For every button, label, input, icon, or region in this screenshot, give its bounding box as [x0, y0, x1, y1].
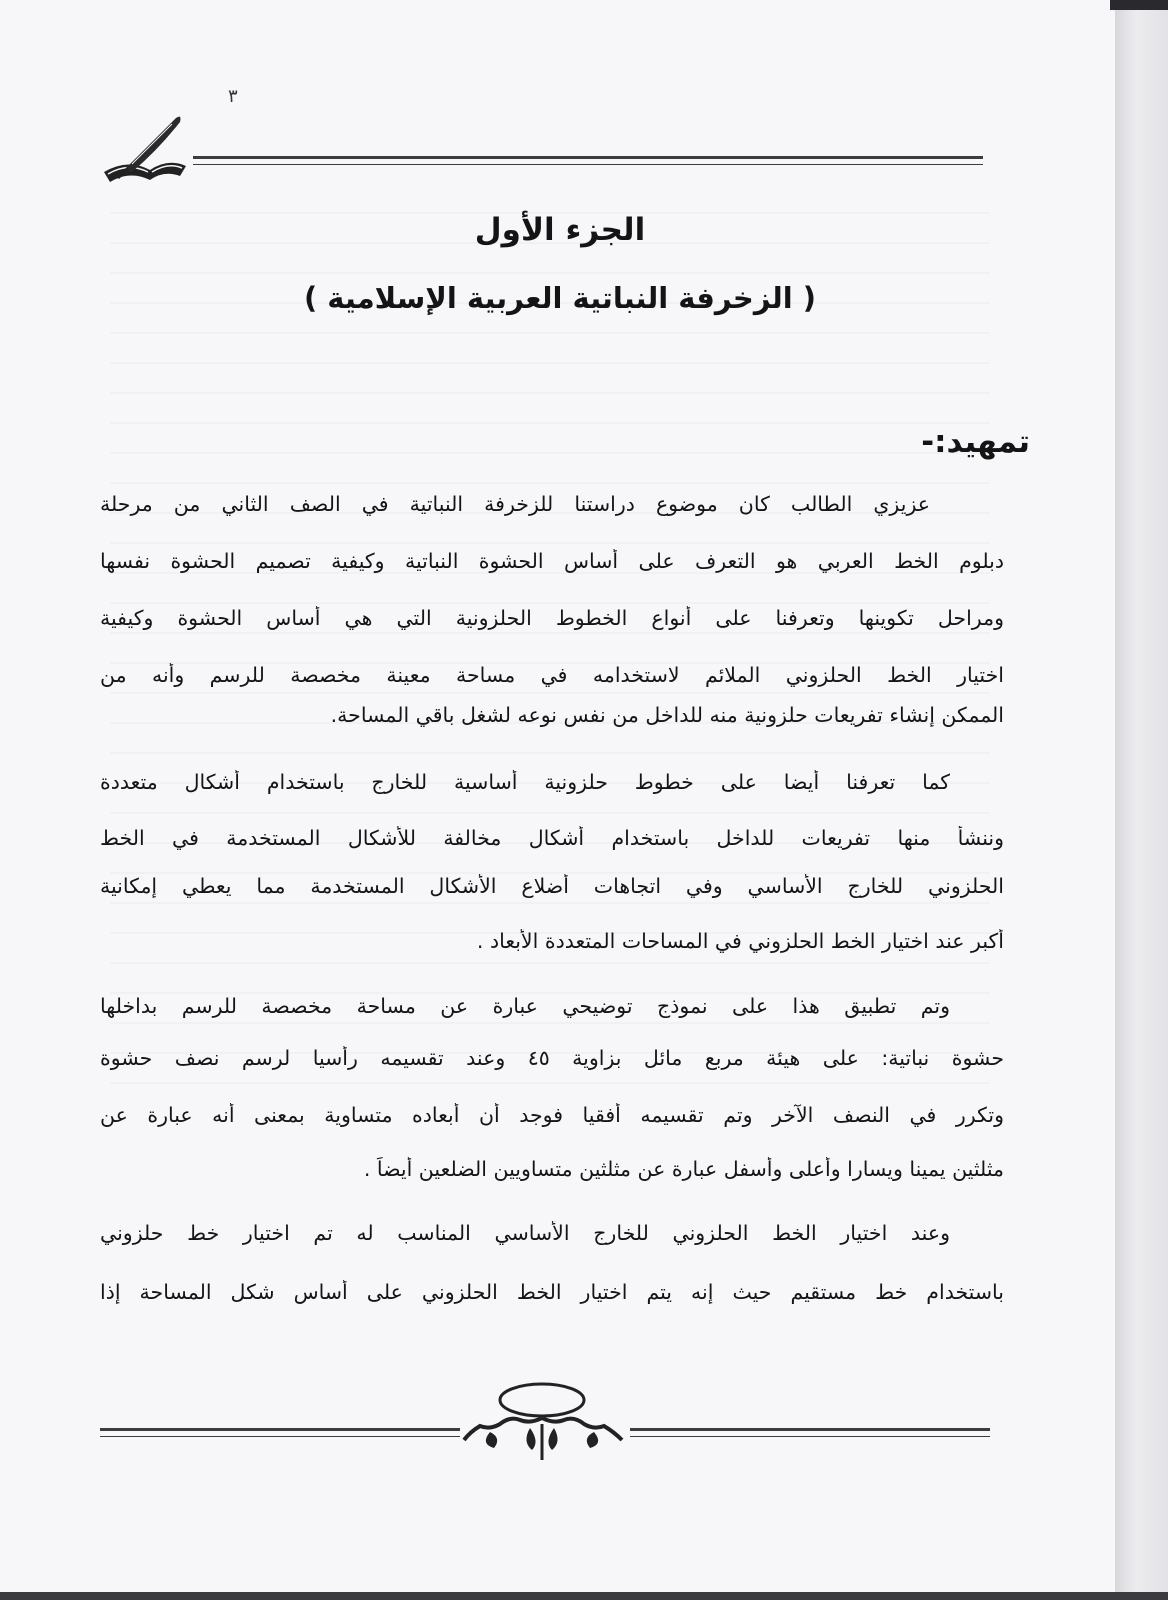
part-subtitle: ( الزخرفة النباتية العربية الإسلامية ): [303, 281, 817, 315]
paragraph-1-line: دبلوم الخط العربي هو التعرف على أساس الحشوة النباتية وكيفية تصميم الحشوة نفسها: [100, 549, 1004, 573]
scan-edge-bottom: [0, 1592, 1168, 1600]
paragraph-4-line: باستخدام خط مستقيم حيث إنه يتم اختيار الخط الحلزوني على أساس شكل المساحة إذا: [100, 1280, 1004, 1304]
part-title: الجزء الأول: [474, 212, 646, 248]
quill-book-icon: [98, 112, 190, 188]
section-heading: تمهيد:-: [921, 424, 1030, 460]
top-rule: [193, 156, 983, 165]
show-through-shadow: [110, 190, 990, 1090]
paragraph-2-line: الحلزوني للخارج الأساسي وفي اتجاهات أضلاع الأشكال المستخدمة مما يعطي إمكانية: [100, 874, 1004, 898]
paragraph-2-line: كما تعرفنا أيضا على خطوط حلزونية أساسية للخارج باستخدام أشكال متعددة: [100, 770, 950, 794]
page-number-frame-ornament: [460, 1380, 630, 1464]
paragraph-3-line: مثلثين يمينا ويسارا وأعلى وأسفل عبارة عن مثلثين متساويين الضلعين أيضاً .: [363, 1157, 1004, 1181]
paragraph-3-line: حشوة نباتية: على هيئة مربع مائل بزاوية ٤٥ وعند تقسيمه رأسيا لرسم نصف حشوة: [100, 1046, 1004, 1070]
paragraph-3-line: وتم تطبيق هذا على نموذج توضيحي عبارة عن مساحة مخصصة للرسم بداخلها: [100, 994, 950, 1018]
paragraph-2-line: أكبر عند اختيار الخط الحلزوني في المساحات المتعددة الأبعاد .: [476, 929, 1004, 953]
bottom-rule-right: [630, 1428, 990, 1437]
paragraph-1-line: اختيار الخط الحلزوني الملائم لاستخدامه في مساحة معينة مخصصة للرسم وأنه من: [100, 663, 1004, 687]
paragraph-1-line: ومراحل تكوينها وتعرفنا على أنواع الخطوط الحلزونية التي هي أساس الحشوة وكيفية: [100, 606, 1004, 630]
scan-edge-top: [1110, 0, 1168, 10]
paragraph-2-line: وننشأ منها تفريعات للداخل باستخدام أشكال مخالفة للأشكال المستخدمة في الخط: [100, 826, 1004, 850]
paragraph-4-line: وعند اختيار الخط الحلزوني للخارج الأساسي المناسب له تم اختيار خط حلزوني: [100, 1221, 950, 1245]
paragraph-1-line: الممكن إنشاء تفريعات حلزونية منه للداخل من نفس نوعه لشغل باقي المساحة.: [330, 703, 1004, 727]
corner-mark: ٣: [228, 86, 238, 107]
paragraph-3-line: وتكرر في النصف الآخر وتم تقسيمه أفقيا فوجد أن أبعاده متساوية بمعنى أنه عبارة عن: [100, 1103, 1004, 1127]
paragraph-1-line: عزيزي الطالب كان موضوع دراستنا للزخرفة النباتية في الصف الثاني من مرحلة: [100, 492, 930, 516]
bottom-rule-left: [100, 1428, 460, 1437]
page-edge: [1115, 0, 1168, 1600]
